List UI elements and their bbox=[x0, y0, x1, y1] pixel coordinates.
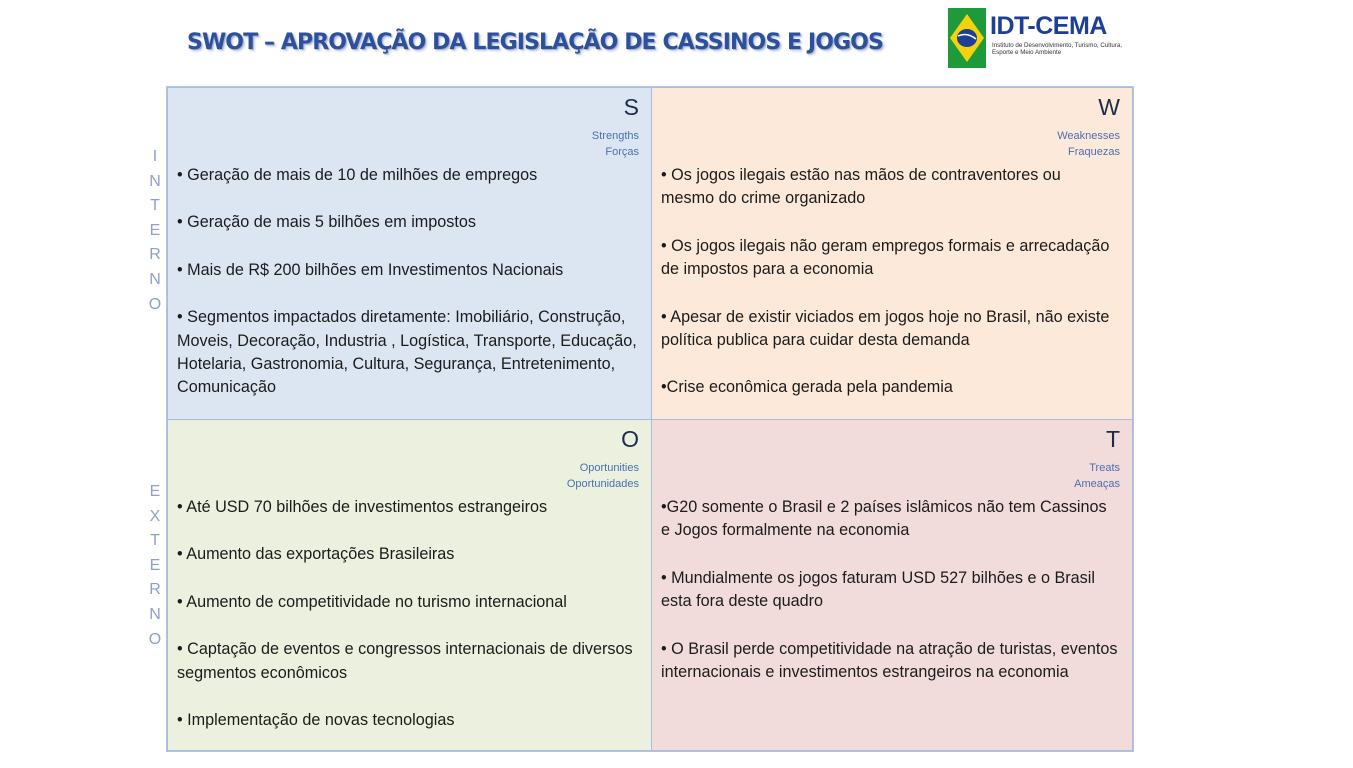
quadrant-letter: T bbox=[1105, 426, 1120, 452]
quadrant-subtitle: Strengths Forças bbox=[591, 130, 639, 158]
logo-subtitle: Instituto de Desenvolvimento, Turismo, Cultura, Esporte e Meio Ambiente bbox=[992, 42, 1122, 57]
logo-name: IDT-CEMA bbox=[990, 12, 1107, 40]
interno-label: I N T E R N O bbox=[148, 148, 162, 313]
quadrant-letter: W bbox=[1098, 94, 1120, 120]
page-title: SWOT – APROVAÇÃO DA LEGISLAÇÃO DE CASSINOS E JOGOS bbox=[187, 30, 883, 55]
externo-label: E X T E R N O bbox=[148, 483, 162, 648]
list-item: • Até USD 70 bilhões de investimentos estrangeiros bbox=[177, 498, 548, 516]
quadrant-subtitle: Oportunities Oportunidades bbox=[566, 462, 639, 490]
brazil-flag-icon bbox=[948, 8, 986, 68]
opportunities-quadrant bbox=[167, 419, 652, 751]
list-item: • Segmentos impactados diretamente: Imobiliário, Construção, Moveis, Decoração, Industria , Logística, Transporte, Educação, Hotelaria, Gastronomia, Cultura, Segurança, Entretenimento, Comunicação bbox=[177, 308, 637, 397]
list-item: • Os jogos ilegais não geram empregos formais e arrecadação de impostos para a economia bbox=[661, 236, 1110, 279]
threats-quadrant bbox=[651, 419, 1133, 751]
list-item: • Implementação de novas tecnologias bbox=[177, 711, 455, 730]
list-item: • Aumento das exportações Brasileiras bbox=[177, 545, 455, 564]
weaknesses-quadrant bbox=[651, 87, 1133, 420]
weaknesses-list bbox=[661, 164, 1118, 424]
list-item: • Apesar de existir viciados em jogos hoje no Brasil, não existe política publica para cuidar desta demanda bbox=[661, 307, 1110, 350]
quadrant-subtitle: Treats Ameaças bbox=[1074, 462, 1120, 490]
quadrant-subtitle: Weaknesses Fraquezas bbox=[1057, 130, 1120, 158]
list-item: •G20 somente o Brasil e 2 países islâmicos não tem Cassinos e Jogos formalmente na economia bbox=[661, 498, 1107, 540]
strengths-list bbox=[177, 164, 637, 424]
quadrant-letter: S bbox=[623, 94, 639, 120]
swot-matrix bbox=[166, 86, 1134, 752]
list-item: • Captação de eventos e congressos internacionais de diversos segmentos econômicos bbox=[177, 640, 633, 682]
idt-cema-logo bbox=[948, 8, 1138, 70]
strengths-quadrant bbox=[167, 87, 652, 420]
list-item: • Geração de mais de 10 de milhões de empregos bbox=[177, 166, 538, 184]
list-item: • Geração de mais 5 bilhões em impostos bbox=[177, 213, 476, 232]
opportunities-list bbox=[177, 496, 637, 756]
list-item: • Mundialmente os jogos faturam USD 527 bilhões e o Brasil esta fora deste quadro bbox=[661, 568, 1095, 611]
list-item: • Os jogos ilegais estão nas mãos de contraventores ou mesmo do crime organizado bbox=[661, 166, 1061, 208]
list-item: •Crise econômica gerada pela pandemia bbox=[661, 378, 953, 397]
quadrant-letter: O bbox=[621, 426, 639, 452]
threats-list bbox=[661, 496, 1118, 708]
list-item: • O Brasil perde competitividade na atração de turistas, eventos internacionais e investimentos estrangeiros na economia bbox=[661, 639, 1118, 682]
list-item: • Mais de R$ 200 bilhões em Investimentos Nacionais bbox=[177, 260, 564, 279]
list-item: • Aumento de competitividade no turismo internacional bbox=[177, 592, 567, 611]
